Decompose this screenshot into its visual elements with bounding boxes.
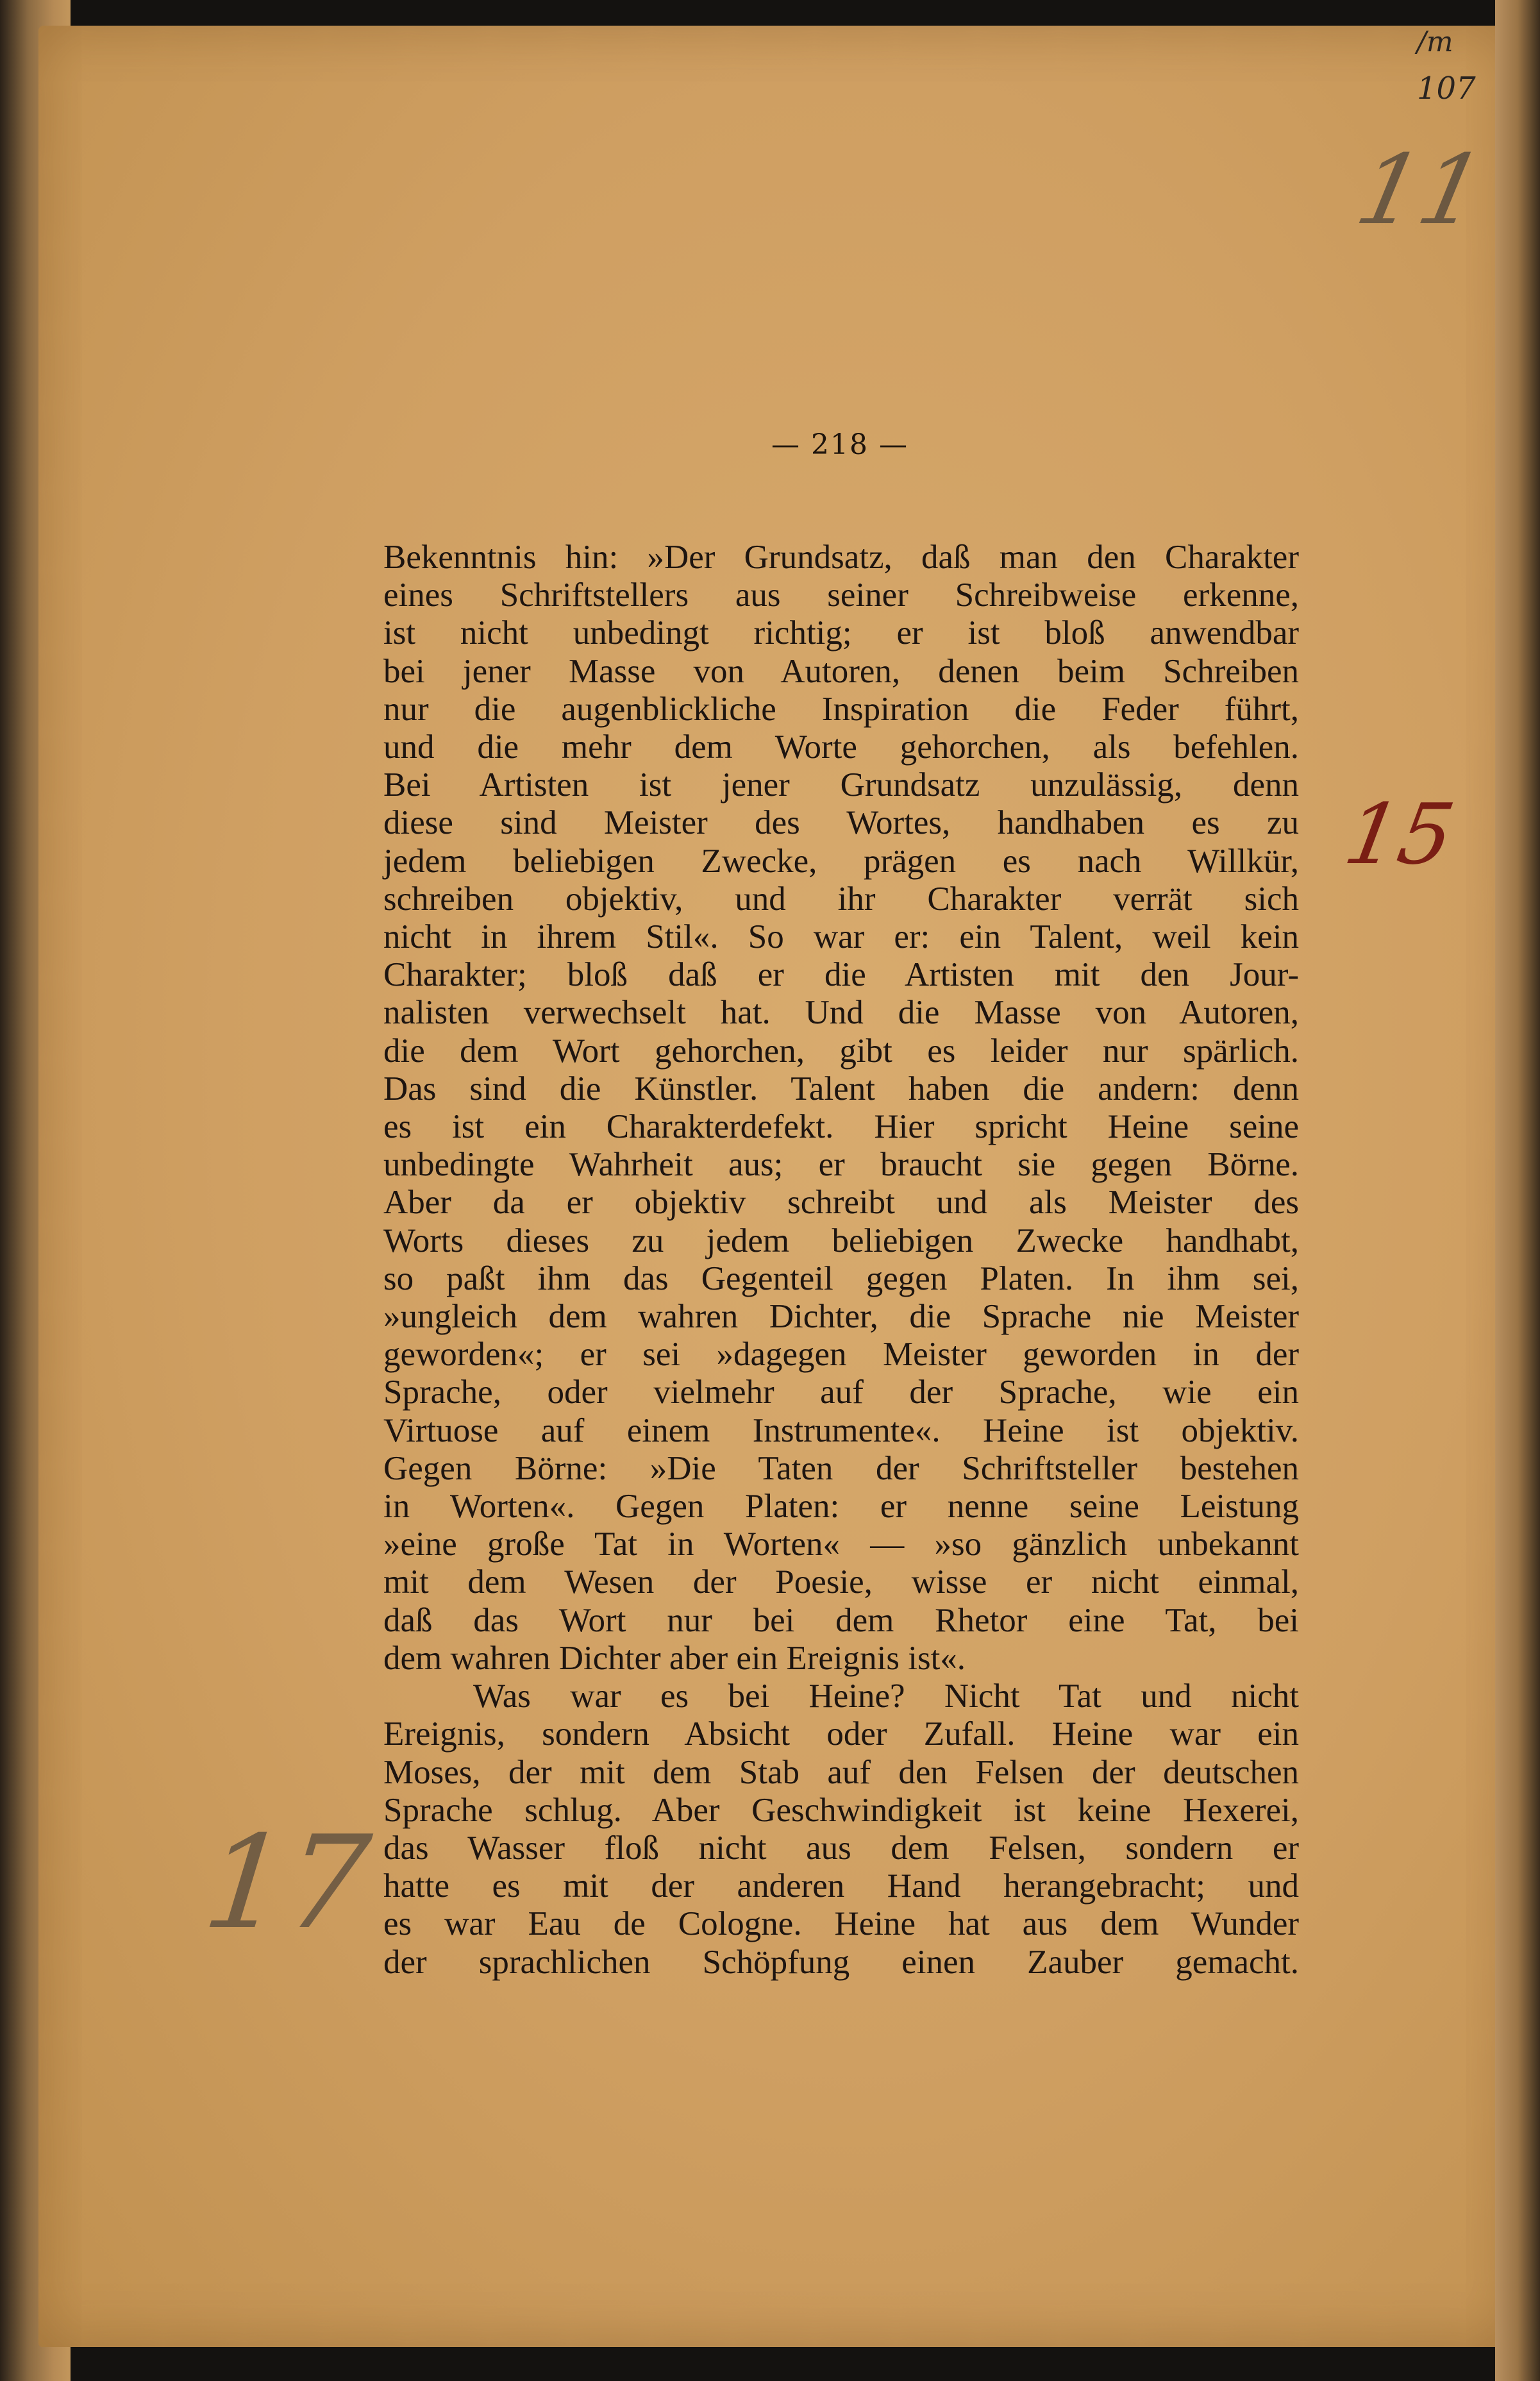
page-right-edge xyxy=(1495,0,1540,2381)
text-line: das Wasser floß nicht aus dem Felsen, sondern er xyxy=(383,1829,1299,1867)
text-line: Sprache schlug. Aber Geschwindigkeit ist keine Hexerei, xyxy=(383,1791,1299,1829)
text-line: jedem beliebigen Zwecke, prägen es nach Willkür, xyxy=(383,842,1299,880)
body-text xyxy=(383,539,1299,1981)
text-line: schreiben objektiv, und ihr Charakter verrät sich xyxy=(383,880,1299,918)
pencil-note-margin-11: 11 xyxy=(1347,135,1494,246)
text-line: Ereignis, sondern Absicht oder Zufall. Heine war ein xyxy=(383,1715,1299,1753)
pencil-note-margin-17: 17 xyxy=(197,1808,376,1958)
text-line: es ist ein Charakterdefekt. Hier spricht Heine seine xyxy=(383,1108,1299,1146)
text-line: ist nicht unbedingt richtig; er ist bloß anwendbar xyxy=(383,614,1299,652)
text-line: Bekenntnis hin: »Der Grundsatz, daß man den Charakter xyxy=(383,539,1299,576)
text-line: die dem Wort gehorchen, gibt es leider nur spärlich. xyxy=(383,1032,1299,1070)
text-line: eines Schriftstellers aus seiner Schreibweise erkenne, xyxy=(383,576,1299,614)
text-line: »eine große Tat in Worten« — »so gänzlich unbekannt xyxy=(383,1526,1299,1563)
text-line: Charakter; bloß daß er die Artisten mit den Jour- xyxy=(383,956,1299,994)
text-line: diese sind Meister des Wortes, handhaben es zu xyxy=(383,804,1299,842)
text-line: nicht in ihrem Stil«. So war er: ein Talent, weil kein xyxy=(383,918,1299,956)
text-line: dem wahren Dichter aber ein Ereignis ist«. xyxy=(383,1639,966,1677)
text-line: Sprache, oder vielmehr auf der Sprache, wie ein xyxy=(383,1374,1299,1411)
text-line: Das sind die Künstler. Talent haben die andern: denn xyxy=(383,1070,1299,1107)
text-line: es war Eau de Cologne. Heine hat aus dem Wunder xyxy=(383,1905,1299,1943)
red-ink-note-15: 15 xyxy=(1337,786,1461,883)
text-line: Worts dieses zu jedem beliebigen Zwecke handhabt, xyxy=(383,1222,1299,1259)
text-line: Aber da er objektiv schreibt und als Meister des xyxy=(383,1184,1299,1222)
page-number: — 218 — xyxy=(771,428,908,461)
text-line: hatte es mit der anderen Hand herangebracht; und xyxy=(383,1867,1299,1905)
text-line: »ungleich dem wahren Dichter, die Sprache nie Meister xyxy=(383,1298,1299,1336)
text-line: Was war es bei Heine? Nicht Tat und nicht xyxy=(473,1678,1299,1715)
text-line: der sprachlichen Schöpfung einen Zauber gemacht. xyxy=(383,1943,1299,1981)
pencil-note-top-2: 107 xyxy=(1417,71,1476,106)
text-line: daß das Wort nur bei dem Rhetor eine Tat, bei xyxy=(383,1601,1299,1639)
text-line: Gegen Börne: »Die Taten der Schriftsteller bestehen xyxy=(383,1449,1299,1487)
text-line: so paßt ihm das Gegenteil gegen Platen. In ihm sei, xyxy=(383,1259,1299,1297)
text-line: und die mehr dem Worte gehorchen, als befehlen. xyxy=(383,728,1299,766)
text-line: geworden«; er sei »dagegen Meister geworden in der xyxy=(383,1336,1299,1374)
text-line: Moses, der mit dem Stab auf den Felsen der deutschen xyxy=(383,1753,1299,1791)
text-line: Virtuose auf einem Instrumente«. Heine ist objektiv. xyxy=(383,1411,1299,1449)
pencil-note-top-1: /m xyxy=(1417,26,1453,58)
text-line: in Worten«. Gegen Platen: er nenne seine Leistung xyxy=(383,1488,1299,1526)
text-line: Bei Artisten ist jener Grundsatz unzulässig, denn xyxy=(383,766,1299,804)
text-line: mit dem Wesen der Poesie, wisse er nicht einmal, xyxy=(383,1563,1299,1601)
text-line: nalisten verwechselt hat. Und die Masse von Autoren, xyxy=(383,994,1299,1032)
text-line: bei jener Masse von Autoren, denen beim Schreiben xyxy=(383,652,1299,690)
text-line: unbedingte Wahrheit aus; er braucht sie gegen Börne. xyxy=(383,1146,1299,1184)
text-line: nur die augenblickliche Inspiration die Feder führt, xyxy=(383,690,1299,728)
